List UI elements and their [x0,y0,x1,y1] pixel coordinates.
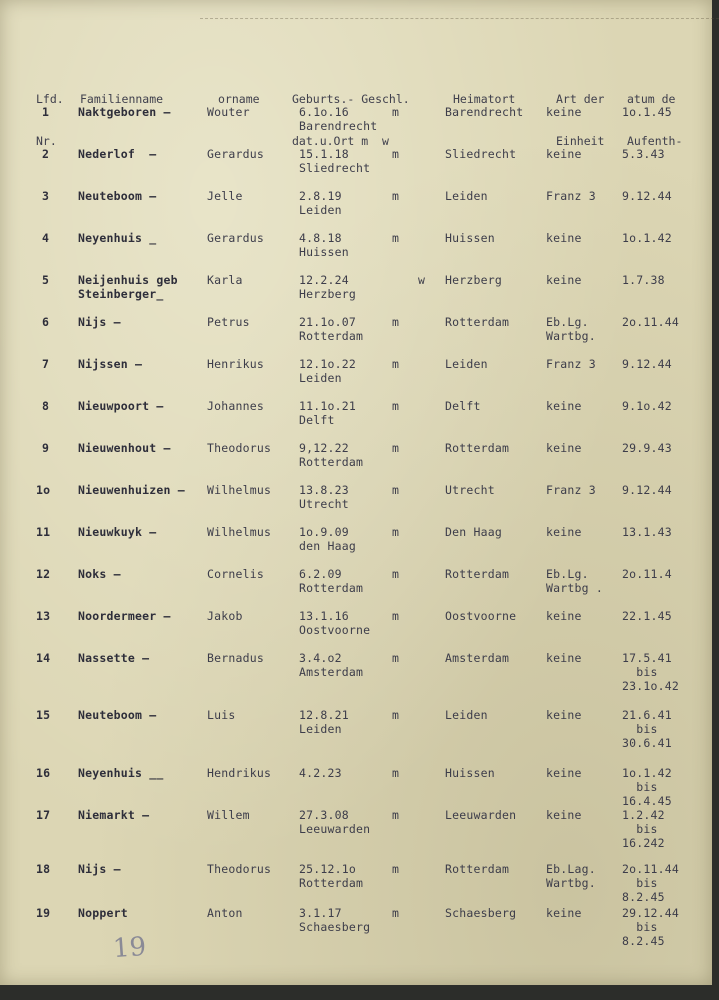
unit-type [546,315,596,343]
birth-date-place-line: Delft [299,413,335,427]
birth-date-place-line: Leeuwarden [299,822,371,836]
birth-date-place [299,808,370,836]
stay-dates-line: 29.9.43 [622,441,672,455]
birth-date-place-line: den Haag [299,539,356,553]
stay-dates-line: 9.12.44 [622,357,672,371]
family-name [78,231,156,245]
row-number: 9 [42,441,50,455]
birth-date-place-line: 11.1o.21 [299,399,356,413]
stay-dates [622,708,672,750]
family-name [78,273,178,301]
birth-date-place-line: 12.8.21 [299,708,349,722]
first-name: Henrikus [207,357,264,371]
birth-date-place-line: Rotterdam [299,455,364,469]
family-name [78,766,163,780]
birth-date-place-line: Oostvoorne [299,623,371,637]
unit-type-line: keine [546,273,582,287]
row-number: 3 [42,189,50,203]
birth-date-place [299,651,363,679]
first-name: Hendrikus [207,766,272,780]
row-number: 2 [42,147,50,161]
sex: m [392,105,400,119]
sex: m [392,189,400,203]
unit-type [546,525,582,539]
unit-type-line: keine [546,441,582,455]
family-name [78,651,149,665]
birth-date-place-line: 3.1.17 [299,906,342,920]
stay-dates-line: 8.2.45 [622,934,665,948]
header-lfd: Lfd. [36,92,64,106]
stay-dates-line: 1.7.38 [622,273,665,287]
family-name-line: Nieuwenhout — [78,441,171,455]
birth-date-place-line: Amsterdam [299,665,364,679]
home-town: Leiden [445,708,488,722]
stay-dates [622,808,665,850]
birth-date-place-line: 25.12.1o [299,862,356,876]
stay-dates-line: 1o.1.42 [622,766,672,780]
birth-date-place [299,147,370,175]
birth-date-place-line: 1o.9.09 [299,525,349,539]
unit-type-line: keine [546,525,582,539]
birth-date-place-line: 2.8.19 [299,189,342,203]
first-name: Jakob [207,609,243,623]
unit-type-line: keine [546,399,582,413]
birth-date-place [299,399,356,427]
stay-dates [622,525,672,539]
stay-dates-line: 13.1.43 [622,525,672,539]
unit-type [546,862,596,890]
birth-date-place-line: Leiden [299,371,342,385]
row-number: 16 [36,766,51,780]
first-name: Jelle [207,189,243,203]
first-name: Gerardus [207,147,264,161]
family-name-line: Nijssen — [78,357,143,371]
stay-dates [622,357,672,371]
header-familienname [80,64,163,134]
family-name-line: Noppert [78,906,128,920]
first-name: Anton [207,906,243,920]
header-vorname [218,64,260,134]
family-name [78,525,156,539]
row-number: 12 [36,567,51,581]
unit-type [546,708,582,722]
family-name [78,808,149,822]
unit-type-line: keine [546,766,582,780]
stay-dates [622,315,679,329]
first-name: Petrus [207,315,250,329]
sex: m [392,651,400,665]
row-number: 4 [42,231,50,245]
torn-top-edge [200,0,719,19]
sex: m [392,567,400,581]
home-town: Rotterdam [445,315,510,329]
family-name [78,483,185,497]
margin-note: 19 [111,931,148,965]
unit-type-line: Wartbg . [546,581,603,595]
home-town: Herzberg [445,273,502,287]
unit-type-line: keine [546,651,582,665]
birth-date-place [299,231,349,259]
unit-type [546,567,603,595]
sex: m [392,808,400,822]
birth-date-place [299,862,363,890]
stay-dates-line: 22.1.45 [622,609,672,623]
row-number: 8 [42,399,50,413]
family-name-line: Neuteboom — [78,708,157,722]
family-name-line: Noordermeer — [78,609,171,623]
family-name-line: Nijs — [78,315,121,329]
unit-type [546,273,582,287]
birth-date-place [299,315,363,343]
stay-dates-line: 2o.11.44 [622,862,679,876]
row-number: 19 [36,906,51,920]
stay-dates [622,105,672,119]
family-name [78,147,156,161]
home-town: Leeuwarden [445,808,517,822]
family-name [78,105,171,119]
birth-date-place-line: Sliedrecht [299,161,371,175]
unit-type-line: keine [546,231,582,245]
unit-type [546,357,596,371]
birth-date-place-line: 6.2.09 [299,567,342,581]
stay-dates-line: 16.242 [622,836,665,850]
birth-date-place-line: 13.8.23 [299,483,349,497]
family-name [78,189,156,203]
unit-type [546,189,596,203]
family-name [78,609,171,623]
sex: m [392,231,400,245]
row-number: 1 [42,105,50,119]
family-name-line: Nieuwkuyk — [78,525,157,539]
family-name-line: Neijenhuis geb [78,273,178,287]
unit-type-line: keine [546,147,582,161]
family-name-line: Nieuwpoort — [78,399,164,413]
unit-type [546,766,582,780]
unit-type-line: Wartbg. [546,876,596,890]
family-name-line: Nieuwenhuizen — [78,483,185,497]
row-number: 17 [36,808,51,822]
stay-dates-line: 2o.11.44 [622,315,679,329]
first-name: Gerardus [207,231,264,245]
stay-dates-line: bis [622,876,658,890]
stay-dates-line: 17.5.41 [622,651,672,665]
family-name [78,399,163,413]
header-geburt-line2: dat.u.Ort m w [292,134,389,148]
header-lfd-nr [36,64,64,176]
row-number: 18 [36,862,51,876]
stay-dates-line: 30.6.41 [622,736,672,750]
first-name: Wilhelmus [207,483,272,497]
first-name: Willem [207,808,250,822]
home-town: Rotterdam [445,567,510,581]
unit-type-line: Eb.Lg. [546,567,589,581]
birth-date-place [299,567,363,595]
sex: m [392,357,400,371]
birth-date-place [299,525,356,553]
stay-dates-line: bis [622,822,658,836]
stay-dates [622,651,679,693]
header-nr: Nr. [36,134,57,148]
unit-type [546,651,582,665]
row-number: 11 [36,525,51,539]
row-number: 1o [36,483,51,497]
sex: m [392,315,400,329]
stay-dates [622,483,672,497]
birth-date-place-line: Utrecht [299,497,349,511]
birth-date-place-line: 21.1o.07 [299,315,356,329]
first-name: Theodorus [207,862,272,876]
unit-type [546,147,582,161]
stay-dates [622,766,672,808]
unit-type [546,906,582,920]
stay-dates-line: 1.2.42 [622,808,665,822]
stay-dates [622,862,679,904]
header-geburt-line1: Geburts.- Geschl. [292,92,410,106]
stay-dates [622,399,672,413]
first-name: Wilhelmus [207,525,272,539]
stay-dates [622,906,679,948]
family-name [78,567,121,581]
home-town: Huissen [445,231,495,245]
birth-date-place [299,273,356,301]
unit-type-line: keine [546,708,582,722]
birth-date-place [299,441,363,469]
family-name [78,708,156,722]
unit-type-line: Franz 3 [546,357,596,371]
unit-type [546,231,582,245]
birth-date-place-line: Huissen [299,245,349,259]
row-number: 5 [42,273,50,287]
unit-type [546,609,582,623]
home-town: Amsterdam [445,651,510,665]
stay-dates [622,189,672,203]
header-vorname-text: orname [218,92,260,106]
home-town: Huissen [445,766,495,780]
header-familienname-text: Familienname [80,92,164,106]
family-name-line: Nederlof — [78,147,157,161]
stay-dates-line: bis [622,780,658,794]
birth-date-place-line: 12.2.24 [299,273,349,287]
stay-dates [622,147,665,161]
first-name: Cornelis [207,567,264,581]
sex: m [392,525,400,539]
header-einheit-line2: Einheit [556,134,605,148]
stay-dates-line: bis [622,920,658,934]
stay-dates [622,231,672,245]
birth-date-place-line: Leiden [299,722,342,736]
row-number: 14 [36,651,51,665]
stay-dates-line: bis [622,665,658,679]
first-name: Theodorus [207,441,272,455]
birth-date-place-line: 15.1.18 [299,147,349,161]
unit-type-line: keine [546,105,582,119]
unit-type-line: Eb.Lag. [546,862,596,876]
family-name-line: Nassette — [78,651,150,665]
sex: m [392,441,400,455]
birth-date-place-line: Barendrecht [299,119,378,133]
family-name [78,441,171,455]
row-number: 13 [36,609,51,623]
stay-dates-line: 23.1o.42 [622,679,679,693]
unit-type-line: Franz 3 [546,189,596,203]
stay-dates-line: 21.6.41 [622,708,672,722]
sex: m [392,862,400,876]
family-name [78,315,121,329]
home-town: Delft [445,399,481,413]
birth-date-place [299,105,377,133]
unit-type-line: Wartbg. [546,329,596,343]
unit-type [546,483,596,497]
stay-dates-line: 1o.1.45 [622,105,672,119]
stay-dates-line: 29.12.44 [622,906,679,920]
unit-type-line: Eb.Lg. [546,315,589,329]
stay-dates [622,441,672,455]
home-town: Schaesberg [445,906,517,920]
stay-dates [622,273,665,287]
header-datum-line1: atum de [627,92,676,106]
family-name-line: Neyenhuis _ [78,231,157,245]
home-town: Barendrecht [445,105,524,119]
family-name-line: Neuteboom — [78,189,157,203]
birth-date-place-line: 9,12.22 [299,441,349,455]
stay-dates-line: bis [622,722,658,736]
birth-date-place-line: 12.1o.22 [299,357,356,371]
birth-date-place [299,609,370,637]
birth-date-place-line: Schaesberg [299,920,371,934]
family-name-line: Steinberger_ [78,287,164,301]
sex: m [392,766,400,780]
home-town: Utrecht [445,483,495,497]
sex: m [392,483,400,497]
birth-date-place [299,357,356,385]
row-number: 7 [42,357,50,371]
unit-type-line: Franz 3 [546,483,596,497]
first-name: Karla [207,273,243,287]
birth-date-place-line: 6.1o.16 [299,105,349,119]
header-einheit-line1: Art der [556,92,605,106]
sex: m [392,708,400,722]
first-name: Johannes [207,399,264,413]
row-number: 15 [36,708,51,722]
stay-dates-line: 1o.1.42 [622,231,672,245]
birth-date-place-line: 27.3.08 [299,808,349,822]
stay-dates-line: 16.4.45 [622,794,672,808]
stay-dates-line: 9.12.44 [622,189,672,203]
birth-date-place-line: 3.4.o2 [299,651,342,665]
first-name: Wouter [207,105,250,119]
unit-type [546,441,582,455]
row-number: 6 [42,315,50,329]
sex: m [392,609,400,623]
family-name [78,862,121,876]
birth-date-place-line: Rotterdam [299,876,364,890]
birth-date-place-line: Leiden [299,203,342,217]
stay-dates-line: 5.3.43 [622,147,665,161]
stay-dates-line: 2o.11.4 [622,567,672,581]
home-town: Sliedrecht [445,147,517,161]
birth-date-place [299,766,342,780]
sex: m [392,399,400,413]
unit-type [546,808,582,822]
stay-dates-line: 9.1o.42 [622,399,672,413]
birth-date-place-line: 4.2.23 [299,766,342,780]
header-heimatort [453,64,515,134]
birth-date-place-line: 13.1.16 [299,609,349,623]
birth-date-place-line: 4.8.18 [299,231,342,245]
unit-type [546,105,582,119]
home-town: Leiden [445,189,488,203]
first-name: Luis [207,708,236,722]
stay-dates-line: 9.12.44 [622,483,672,497]
birth-date-place [299,483,349,511]
sex: m [392,906,400,920]
family-name-line: Niemarkt — [78,808,150,822]
unit-type [546,399,582,413]
first-name: Bernadus [207,651,264,665]
header-datum-line2: Aufenth- [627,134,683,148]
unit-type-line: keine [546,906,582,920]
unit-type-line: keine [546,609,582,623]
stay-dates [622,609,672,623]
unit-type-line: keine [546,808,582,822]
birth-date-place-line: Rotterdam [299,581,364,595]
sex: m [392,147,400,161]
family-name [78,357,142,371]
stay-dates [622,567,672,581]
home-town: Leiden [445,357,488,371]
stay-dates-line: 8.2.45 [622,890,665,904]
family-name-line: Nijs — [78,862,121,876]
birth-date-place-line: Rotterdam [299,329,364,343]
home-town: Rotterdam [445,862,510,876]
birth-date-place-line: Herzberg [299,287,356,301]
family-name-line: Naktgeboren — [78,105,171,119]
sex: w [418,273,426,287]
birth-date-place [299,189,342,217]
family-name-line: Neyenhuis __ [78,766,164,780]
family-name [78,906,128,920]
birth-date-place [299,906,370,934]
birth-date-place [299,708,349,736]
header-heimatort-text: Heimatort [453,92,516,106]
home-town: Oostvoorne [445,609,517,623]
home-town: Den Haag [445,525,502,539]
family-name-line: Noks — [78,567,121,581]
home-town: Rotterdam [445,441,510,455]
